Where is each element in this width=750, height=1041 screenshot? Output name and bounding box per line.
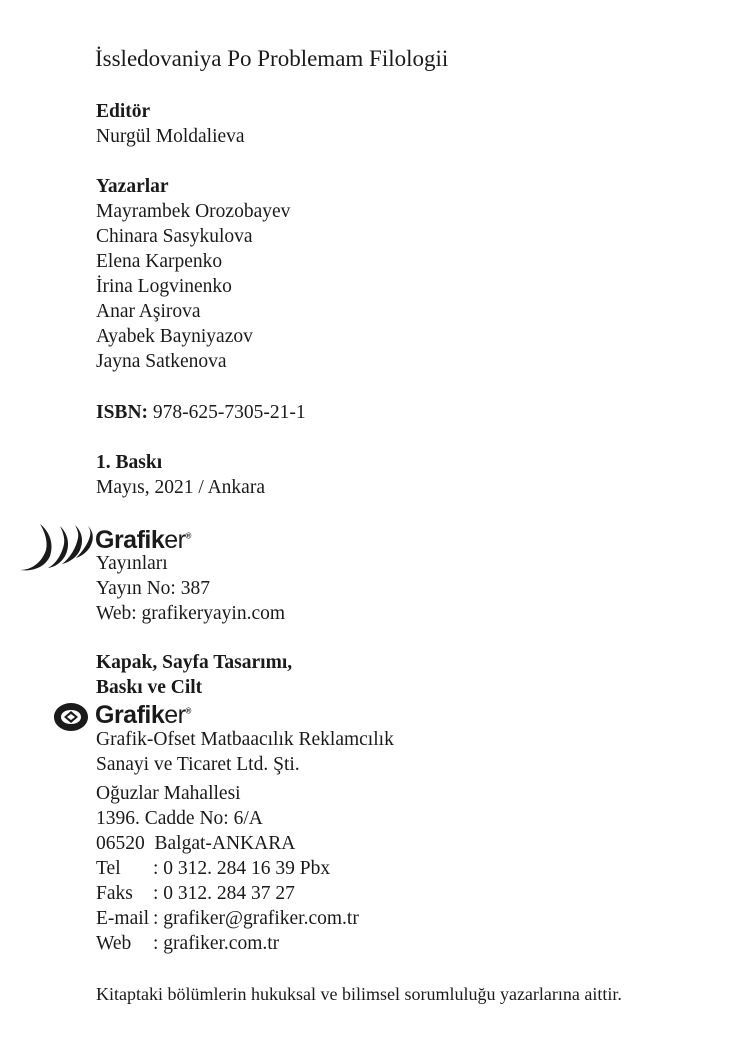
book-title: İssledovaniya Po Problemam Filologii [95,46,449,71]
contact-value: : 0 312. 284 37 27 [153,883,295,904]
editor-label: Editör [96,101,151,122]
contact-value: : grafiker@grafiker.com.tr [153,908,359,929]
printer-logo-wordmark [95,701,191,730]
author-name: Ayabek Bayniyazov [96,326,253,347]
printer-company [96,727,394,777]
authors-section [96,174,290,374]
author-name: Chinara Sasykulova [96,226,253,247]
author-name: Mayrambek Orozobayev [96,201,291,222]
publisher-name: Yayınları [96,553,168,574]
author-name: Elena Karpenko [96,251,223,272]
contact-label: Web [96,933,132,954]
contact-label: Faks [96,883,133,904]
contact-value: : 0 312. 284 16 39 Pbx [153,858,331,879]
isbn-line [96,400,306,425]
author-name: Jayna Satkenova [96,351,227,372]
registered-mark: ® [185,706,191,716]
contact-row-fax [96,881,359,906]
editor-section [96,99,245,149]
publisher-section [96,551,285,626]
publisher-web: Web: grafikeryayin.com [96,603,286,624]
address-line: Oğuzlar Mahallesi [96,783,241,804]
contact-value: : grafiker.com.tr [153,933,280,954]
edition-date: Mayıs, 2021 / Ankara [96,477,265,498]
contact-row-web [96,931,359,956]
authors-label: Yazarlar [96,176,169,197]
editor-name: Nurgül Moldalieva [96,126,245,147]
printer-address [96,781,359,956]
isbn-label: ISBN: [96,402,149,423]
publisher-logo-tail: er [164,526,186,554]
contact-row-email [96,906,359,931]
address-line: 06520 Balgat-ANKARA [96,833,296,854]
printer-company-line1: Grafik-Ofset Matbaacılık Reklamcılık [96,729,394,750]
grafiker-knot-logo-icon [50,699,92,735]
printer-heading-line2: Baskı ve Cilt [96,677,203,698]
printer-company-line2: Sanayi ve Ticaret Ltd. Şti. [96,754,300,775]
contact-row-tel [96,856,359,881]
printer-heading-line1: Kapak, Sayfa Tasarımı, [96,652,293,673]
author-name: İrina Logvinenko [96,276,232,297]
contact-label: Tel [96,858,121,879]
address-line: 1396. Cadde No: 6/A [96,808,263,829]
publisher-logo-text: Grafik [95,526,165,554]
publisher-number: Yayın No: 387 [96,578,210,599]
registered-mark: ® [185,531,191,541]
grafiker-swoosh-logo-icon [18,520,94,574]
printer-heading [96,650,292,700]
printer-logo-text: Grafik [95,701,165,729]
contact-label: E-mail [96,908,150,929]
author-name: Anar Aşirova [96,301,201,322]
edition-section [96,450,265,500]
isbn-value: 978-625-7305-21-1 [152,402,306,423]
disclaimer: Kitaptaki bölümlerin hukuksal ve bilimsel sorumluluğu yazarlarına aittir. [96,984,622,1004]
edition-label: 1. Baskı [96,452,163,473]
printer-logo-tail: er [164,701,186,729]
